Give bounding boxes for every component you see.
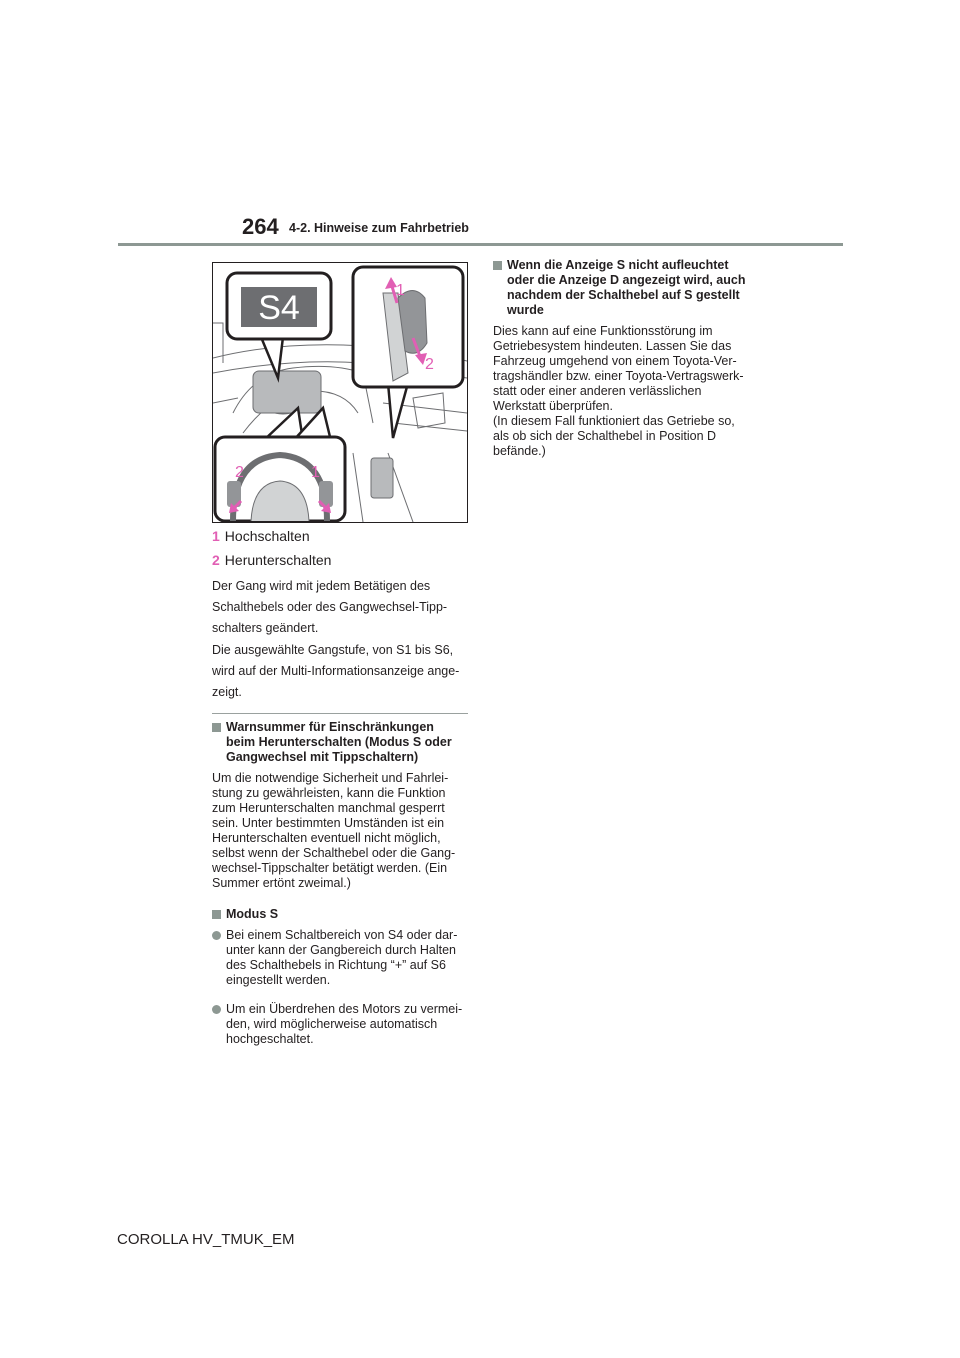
- callout-1-lever: 1: [396, 282, 405, 299]
- paragraph-gear-display: Die ausgewählte Gangstufe, von S1 bis S6, wird auf der Multi-Informationsanzeige ange- zeigt.: [212, 643, 460, 699]
- shift-illustration: [212, 262, 468, 523]
- footer-model: COROLLA HV_TMUK_EM: [117, 1231, 295, 1248]
- legend-item-upshift: [212, 528, 472, 544]
- section-divider: [212, 713, 468, 714]
- paragraph-gear-change: Der Gang wird mit jedem Betätigen des Schalthebels oder des Gangwechsel-Tipp- schalters geändert.: [212, 579, 448, 635]
- chapter-title: 4-2. Hinweise zum Fahrbetrieb: [289, 221, 469, 235]
- bullet-item: Um ein Überdrehen des Motors zu vermei- den, wird möglicherweise automatisch hochgeschaltet.: [212, 1002, 474, 1047]
- bullet-dot-icon: [212, 931, 221, 940]
- section-heading-warning-buzzer: Warnsummer für Einschränkungen beim Herunterschalten (Modus S oder Gangwechsel mit Tippschaltern): [212, 720, 472, 765]
- heading-square-icon: [212, 723, 221, 732]
- paragraph-indicator-fault: Dies kann auf eine Funktionsstörung im Getriebesystem hindeuten. Lassen Sie das Fahrzeug umgehend von einem Toyota-Ver- tragshändler bzw. einer Toyota-Vertragswerk- statt oder einer anderen verlässlichen Werkstatt überprüfen. (In diesem Fall funktioniert das Getriebe so, als ob sich der Schalthebel in Position D befände.): [493, 324, 744, 458]
- paragraph-warning-buzzer: Um die notwendige Sicherheit und Fahrlei- stung zu gewährleisten, kann die Funktion zum Herunterschalten manchmal gesperrt sein. Unter bestimmten Umständen ist ein Herunterschalten eventuell nicht möglich, selbst wenn der Schalthebel oder die Gang- wechsel-Tippschalter betätigt werden. (Ein Summer ertönt zweimal.): [212, 771, 456, 890]
- section-heading-modus-s: Modus S: [212, 907, 472, 922]
- heading-square-icon: [493, 261, 502, 270]
- legend-label: Hochschalten: [224, 528, 310, 544]
- callout-2-lever: 2: [425, 356, 434, 373]
- gear-display-text: S4: [258, 289, 300, 327]
- page-number: 264: [242, 214, 279, 239]
- callout-1-paddle: 1: [311, 464, 320, 481]
- bullet-dot-icon: [212, 1005, 221, 1014]
- legend-number: 2: [212, 552, 220, 568]
- callout-2-paddle: 2: [235, 464, 244, 481]
- legend-number: 1: [212, 528, 220, 544]
- heading-square-icon: [212, 910, 221, 919]
- bullet-item: Bei einem Schaltbereich von S4 oder dar- unter kann der Gangbereich durch Halten des Schalthebels in Richtung “+” auf S6 eingestellt werden.: [212, 928, 474, 988]
- legend-item-downshift: [212, 552, 472, 568]
- section-heading-indicator-fault: Wenn die Anzeige S nicht aufleuchtet oder die Anzeige D angezeigt wird, auch nachdem der Schalthebel auf S gestellt wurde: [493, 258, 753, 318]
- header-rule: [118, 243, 843, 246]
- legend-label: Herunterschalten: [224, 552, 332, 568]
